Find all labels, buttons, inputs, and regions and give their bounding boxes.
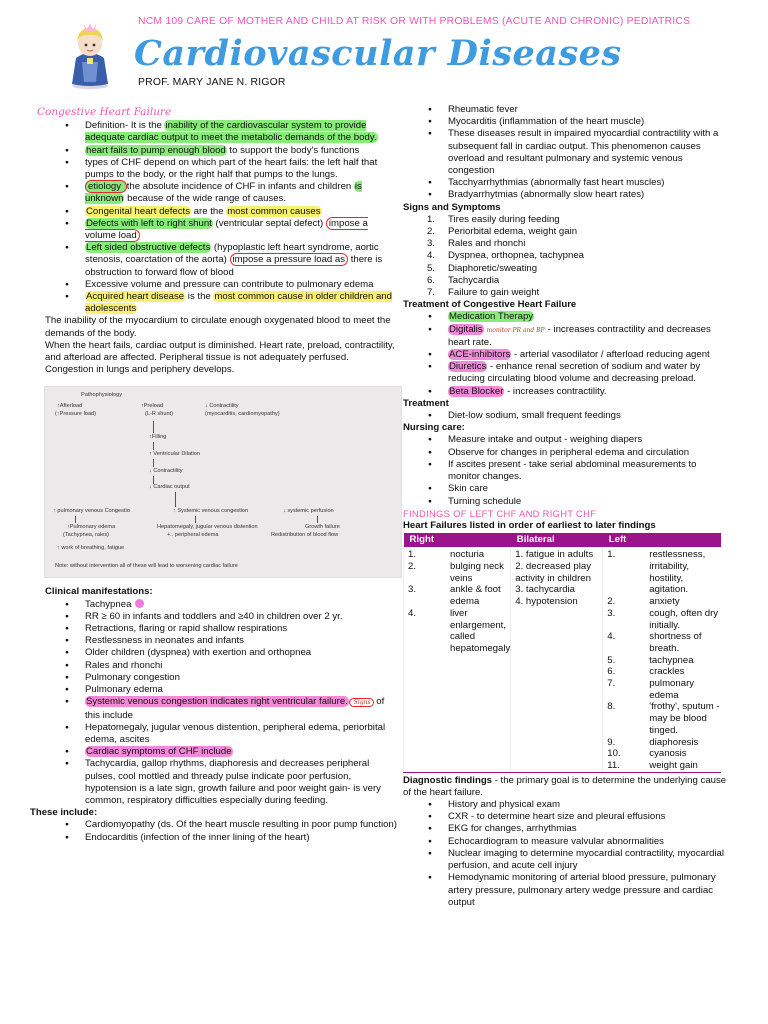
chf-heading: Congestive Heart Failure	[34, 106, 174, 118]
treatment-heading: Treatment	[403, 397, 449, 409]
these-include-list	[30, 819, 400, 843]
signs-heading: Signs and Symptoms	[403, 201, 501, 213]
list-item: ● Observe for changes in peripheral edema and circulation	[403, 447, 728, 459]
list-item: ● Tacchyarrhythmias (abnormally fast heart muscles)	[403, 177, 728, 189]
list-item: ● Rales and rhonchi	[30, 660, 400, 672]
figure-systemic-perfusion: ↓ systemic perfusion	[283, 508, 334, 515]
list-item-pump: ● heart fails to pump enough blood to support the body's functions	[30, 145, 400, 157]
list-item: 7. Failure to gain weight	[427, 287, 540, 299]
findings-heading: Heart Failures listed in order of earliest to later findings	[403, 519, 656, 531]
list-item: 6. Tachycardia	[427, 274, 500, 286]
list-item: ● Nuclear imaging to determine myocardial contractility, myocardial perfusion, and acute cell injury	[403, 848, 728, 872]
list-item-etiology: ● etiology the absolute incidence of CHF in infants and children is unknown because of the wide range of causes.	[30, 181, 400, 205]
figure-systemic-congestion: ↑ Systemic venous congestion	[173, 508, 249, 515]
list-item-obstructive: ● Left sided obstructive defects (hypoplastic left heart syndrome, aortic stenosis, coarctation of the aorta) impose a pressure load as there is obstruction to forward flow of blood	[30, 242, 400, 279]
heart-failure-table	[403, 533, 721, 773]
page-header	[0, 0, 768, 100]
list-item: ● CXR - to determine heart size and pleural effusions	[403, 811, 728, 823]
figure-preload: ↑Preload	[141, 403, 164, 410]
list-item: ● Myocarditis (inflammation of the heart muscle)	[403, 116, 728, 128]
list-item: ● Medication Therapy	[403, 311, 728, 323]
treatment-list	[403, 410, 728, 422]
list-item: ● EKG for changes, arrhythmias	[403, 823, 728, 835]
table-cell-left: 1. restlessness, irritability, hostility, agitation. 2. anxiety 3. cough, often dry initially. 4. shortness of breath. 5. tachypnea 6. crackles 7. pulmonary edema 8. 'frothy', sputum - may be blood tinged. 9. diaphoresis 10. cyanosis 11. weight gain	[603, 547, 721, 772]
figure-tachypnea: (Tachypnea, rales)	[63, 532, 110, 539]
list-item: ● Retractions, flaring or rapid shallow respirations	[30, 623, 400, 635]
chf-list	[30, 120, 400, 315]
figure-hepatomegaly: Hepatomegaly, jugular venous distention	[157, 524, 258, 531]
figure-redistribution: Redistribution of blood flow	[271, 532, 339, 539]
list-item: ● Pulmonary edema	[30, 684, 400, 696]
list-item: ● Diet-low sodium, small frequent feedings	[403, 410, 728, 422]
list-item: ● Bradyarrhytmias (abnormally slow heart rates)	[403, 189, 728, 201]
list-item: ● Pulmonary congestion	[30, 672, 400, 684]
list-item: ● History and physical exam	[403, 799, 728, 811]
mascot-illustration	[60, 18, 120, 90]
figure-myocarditis: (myocarditis, cardiomyopathy)	[205, 411, 280, 418]
figure-growth-failure: Growth failure	[305, 524, 340, 531]
figure-contractility: ↓ Contractility	[149, 468, 183, 475]
list-item-shunt: ● Defects with left to right shunt (ventricular septal defect) impose a volume load	[30, 218, 400, 242]
list-item: ● RR ≥ 60 in infants and toddlers and ≥40 in children over 2 yr.	[30, 611, 400, 623]
highlight-dot	[135, 599, 144, 608]
treatment-chf-heading: Treatment of Congestive Heart Failure	[403, 299, 577, 311]
professor-name: PROF. MARY JANE N. RIGOR	[138, 77, 286, 88]
chf-paragraph-2: When the heart fails, cardiac output is diminished. Heart rate, preload, contractility, and afterload are affected. Peripheral tissue is not adequately perfused. Congestion in lungs and periphery develops.	[45, 339, 395, 376]
list-item: ● Older children (dyspnea) with exertion and orthopnea	[30, 647, 400, 659]
figure-work-breathing: ↑ work of breathing, fatigue	[57, 545, 125, 552]
figure-pulmonary-edema: ↑Pulmonary edema	[67, 524, 116, 531]
clinical-heading: Clinical manifestations:	[45, 586, 153, 598]
figure-contractility-top: ↓ Contractility	[205, 403, 239, 410]
diagnostic-list	[403, 799, 728, 909]
list-item: ● Measure intake and output - weighing diapers	[403, 434, 728, 446]
right-column	[403, 104, 728, 909]
findings-pink-heading: FINDINGS OF LEFT CHF AND RIGHT CHF	[403, 507, 597, 519]
list-item: ● Diuretics - enhance renal secretion of sodium and water by reducing circulating blood volume and decreasing preload.	[403, 361, 728, 385]
signs-list	[403, 214, 728, 299]
page-title: Cardiovascular Diseases	[134, 33, 622, 74]
table-header-left: Left	[603, 533, 721, 547]
table-header-bilateral: Bilateral	[511, 533, 603, 547]
list-item: ● Hemodynamic monitoring of arterial blood pressure, pulmonary artery pressure, pulmonary artery wedge pressure and cardiac output	[403, 872, 728, 909]
causes-list	[403, 104, 728, 202]
list-item: ● Echocardiogram to measure valvular abnormalities	[403, 836, 728, 848]
figure-filling: ↑Filling	[149, 434, 167, 441]
list-item: ● Skin care	[403, 483, 728, 495]
list-item: ● Turning schedule	[403, 496, 728, 508]
diagnostic-intro: Diagnostic findings - the primary goal is to determine the underlying cause of the heart failure.	[403, 774, 727, 798]
list-item: ● Digitalis monitor PR and BP - increases contractility and decreases heart rate.	[403, 324, 728, 349]
table-cell-bilateral: 1. fatigue in adults 2. decreased play activity in children 3. tachycardia 4. hypotension	[511, 547, 603, 772]
figure-pressure-load: (↑Pressure load)	[55, 411, 97, 418]
list-item-definition: ● Definition- It is the inability of the cardiovascular system to provide adequate cardiac output to meet the metabolic demands of the body.	[30, 120, 400, 144]
figure-title: Pathophysiology	[81, 392, 123, 399]
list-item: ● Tachycardia, gallop rhythms, diaphoresis and decreases peripheral pulses, cool mottled and thready pulse indicate poor perfusion, hypotension is a late sign, growth failure and poor weight gain- is very common, respiratory difficulties especially during feeding.	[30, 758, 400, 807]
list-item: ● Endocarditis (infection of the inner lining of the heart)	[30, 832, 400, 844]
list-item: ● Rheumatic fever	[403, 104, 728, 116]
list-item: 1. Tires easily during feeding	[427, 213, 560, 225]
list-item: 3. Rales and rhonchi	[427, 238, 526, 250]
figure-peripheral-edema: +.. peripheral edema	[167, 532, 219, 539]
list-item: ● ACE-inhibitors - arterial vasodilator / afterload reducing agent	[403, 349, 728, 361]
figure-lr-shunt: (L-R shunt)	[145, 411, 173, 418]
figure-note: Note: without intervention all of these will lead to worsening cardiac failure	[55, 563, 238, 570]
list-item: ● Tachypnea	[30, 599, 400, 611]
treatment-chf-list	[403, 311, 728, 397]
figure-ventricular-dilation: ↑ Ventricular Dilation	[149, 451, 200, 458]
nursing-heading: Nursing care:	[403, 422, 465, 434]
list-item-excessive: ● Excessive volume and pressure can contribute to pulmonary edema	[30, 279, 400, 291]
left-column	[30, 106, 400, 844]
figure-pulmonary-congestion: ↑ pulmonary venous Congestio	[53, 508, 130, 515]
list-item: 5. Diaphoretic/sweating	[427, 262, 538, 274]
list-item: ● If ascites present - take serial abdominal measurements to monitor changes.	[403, 459, 728, 483]
figure-afterload: ↑Afterload	[57, 403, 83, 410]
course-title: NCM 109 CARE OF MOTHER AND CHILD AT RISK OR WITH PROBLEMS (ACUTE AND CHRONIC) PEDIATRICS	[138, 16, 691, 27]
these-include-heading: These include:	[30, 807, 98, 819]
list-item-types: ● types of CHF depend on which part of the heart fails: the left half that pumps to the body, or the right half that pumps to the lungs.	[30, 157, 400, 181]
clinical-list	[30, 599, 400, 807]
list-item: ● These diseases result in impaired myocardial contractility with a subsequent fall in cardiac output. This phenomenon causes overload and resultant pulmonary and systemic venous congestion	[403, 128, 728, 177]
list-item: 2. Periorbital edema, weight gain	[427, 226, 578, 238]
table-cell-right: 1. nocturia 2. bulging neck veins 3. ankle & foot edema 4. liver enlargement, called hepatomegaly	[404, 547, 511, 772]
list-item: ● Systemic venous congestion indicates right ventricular failure. Signs of this include	[30, 696, 400, 721]
list-item: ● Beta Blocker - increases contractility.	[403, 386, 728, 398]
list-item: ● Cardiomyopathy (ds. Of the heart muscle resulting in poor pump function)	[30, 819, 400, 831]
list-item: 4. Dyspnea, orthopnea, tachypnea	[427, 250, 585, 262]
table-header-right: Right	[404, 533, 511, 547]
chf-paragraph-1: The inability of the myocardium to circulate enough oxygenated blood to meet the demands of the body.	[45, 315, 391, 339]
nursing-list	[403, 434, 728, 507]
figure-cardiac-output: ↓ Cardiac output	[149, 484, 190, 491]
pathophysiology-photo	[44, 386, 402, 578]
list-item-congenital: ● Congenital heart defects are the most common causes	[30, 206, 400, 218]
list-item: ● Restlessness in neonates and infants	[30, 635, 400, 647]
list-item-acquired: ● Acquired heart disease is the most common cause in older children and adolescents	[30, 291, 400, 315]
list-item: ● Hepatomegaly, jugular venous distention, peripheral edema, periorbital edema, ascites	[30, 722, 400, 746]
list-item: ● Cardiac symptoms of CHF include	[30, 746, 400, 758]
